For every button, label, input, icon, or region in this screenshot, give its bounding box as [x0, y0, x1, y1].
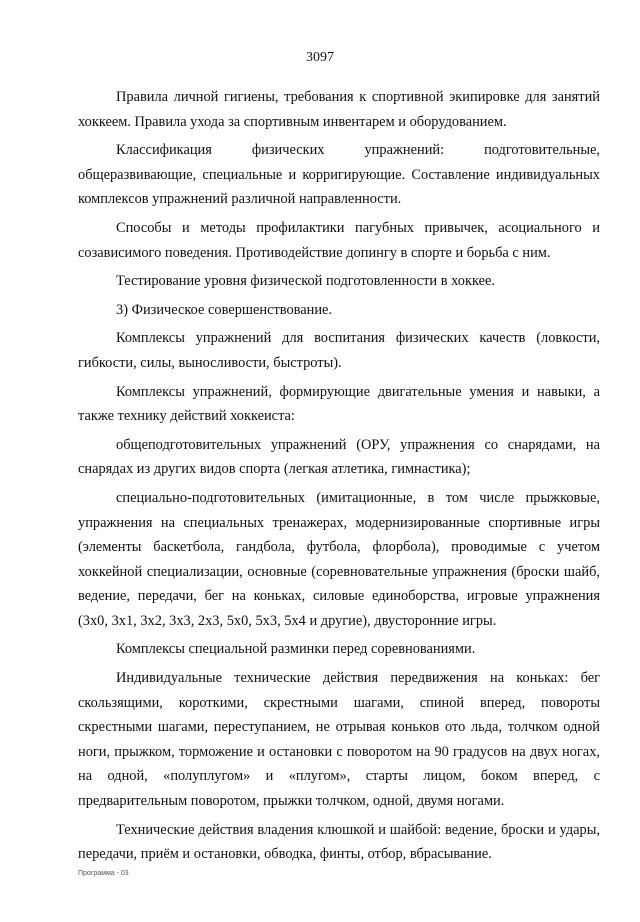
- paragraph-testing: Тестирование уровня физической подготовленности в хоккее.: [116, 273, 495, 290]
- paragraph-classification: Классификация физических упражнений: подготовительные, общеразвивающие, специальные и корригирующие. Составление индивидуальных комплексов упражнений различной направленности.: [78, 142, 600, 208]
- paragraph-skating-technique: Индивидуальные технические действия передвижения на коньках: бег скользящими, короткими, скрестными шагами, спиной вперед, повороты скрестными шагами, переступанием, не отрывая коньков ото льда, толчком одной ноги, прыжком, торможение и остановки с поворотом на 90 градусов на двух ногах, на одной, «полуплугом» и «плугом», старты лицом, боком вперед, с предварительным поворотом, прыжки толчком, одной, двумя ногами.: [78, 670, 600, 810]
- section-heading: 3) Физическое совершенствование.: [116, 301, 333, 318]
- paragraph-warmup: Комплексы специальной разминки перед соревнованиями.: [116, 641, 476, 658]
- paragraph-stick-technique: Технические действия владения клюшкой и шайбой: ведение, броски и удары, передачи, приём и остановки, обводка, финты, отбор, вбрасывание.: [78, 821, 600, 863]
- footer-label: Программа - 03: [78, 870, 129, 877]
- paragraph-hygiene: Правила личной гигиены, требования к спортивной экипировке для занятий хоккеем. Правила ухода за спортивным инвентарем и оборудованием.: [78, 89, 600, 130]
- paragraph-physical-qualities: Комплексы упражнений для воспитания физических качеств (ловкости, гибкости, силы, выносливости, быстроты).: [78, 330, 600, 371]
- paragraph-prevention: Способы и методы профилактики пагубных привычек, асоциального и созависимого поведения. Противодействие допингу в спорте и борьба с ним.: [78, 219, 600, 261]
- paragraph-motor-skills: Комплексы упражнений, формирующие двигательные умения и навыки, а также технику действий хоккеиста:: [78, 383, 600, 425]
- document-body: [78, 85, 600, 871]
- paragraph-general-exercises: общеподготовительных упражнений (ОРУ, упражнения со снарядами, на снарядах из других видов спорта (легкая атлетика, гимнастика);: [78, 436, 600, 478]
- page-number: 3097: [306, 50, 334, 65]
- paragraph-special-exercises: специально-подготовительных (имитационные, в том числе прыжковые, упражнения на специальных тренажерах, модернизированные спортивные игры (элементы баскетбола, гандбола, футбола, флорбола), проводимые с учетом хоккейной специализации, основные (соревновательные упражнения (броски шайб, ведение, передачи, бег на коньках, силовые единоборства, игровые упражнения (3х0, 3х1, 3х2, 3х3, 2х3, 5х0, 5х3, 5х4 и другие), двусторонние игры.: [78, 489, 600, 629]
